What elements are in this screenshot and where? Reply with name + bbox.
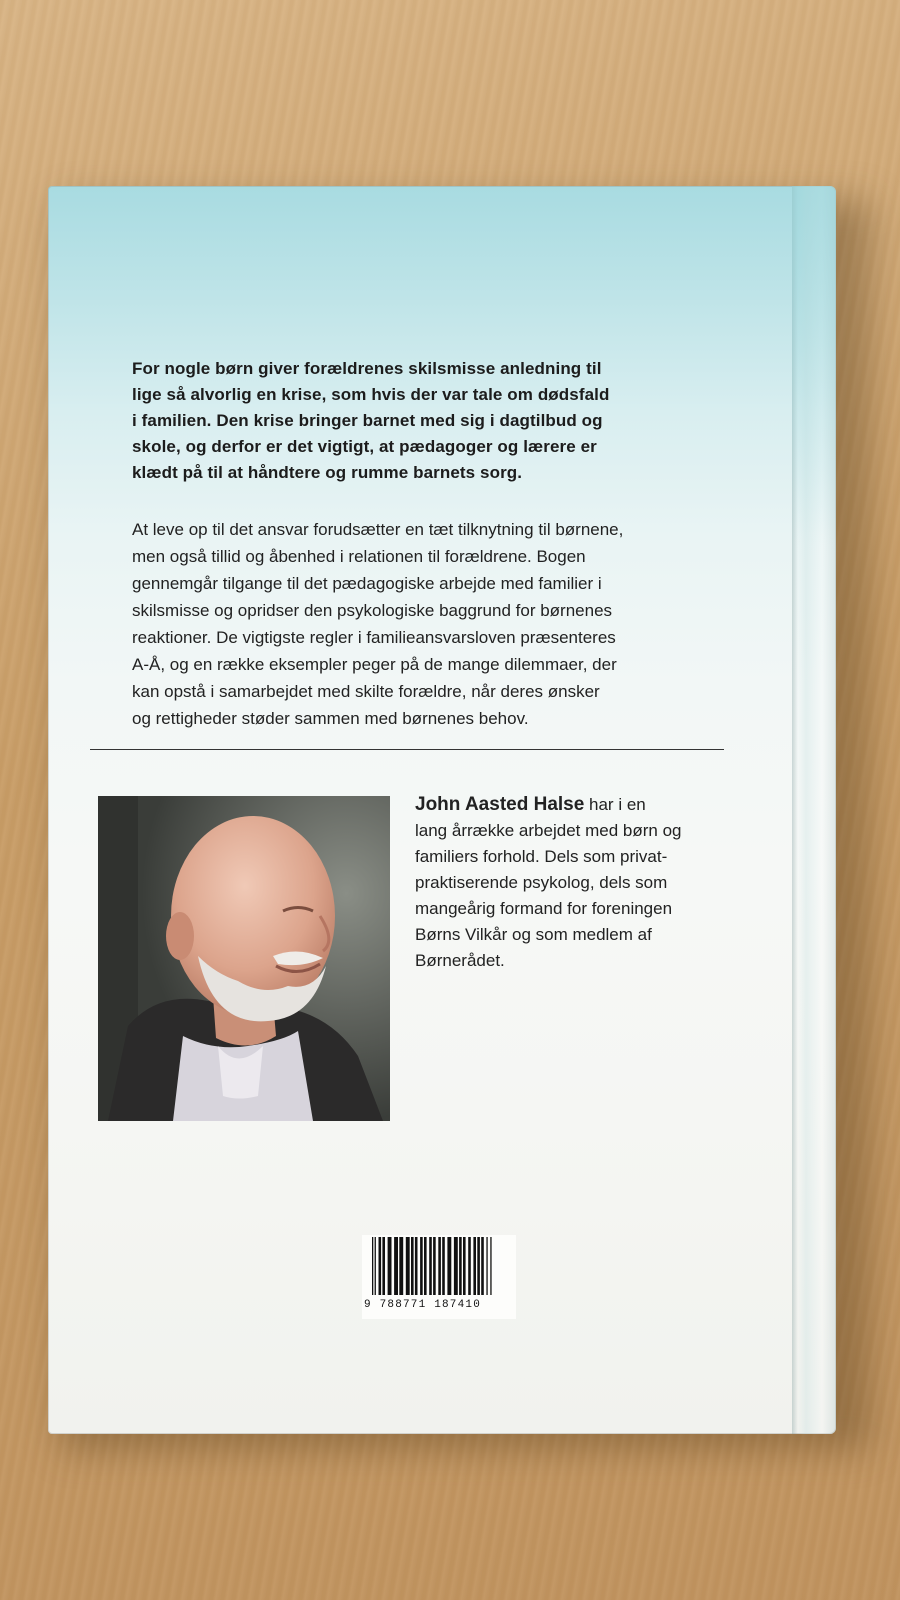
barcode-bar bbox=[411, 1237, 414, 1295]
isbn-barcode bbox=[362, 1235, 516, 1319]
blurb-body-paragraph bbox=[132, 516, 772, 732]
barcode-bar bbox=[424, 1237, 427, 1295]
blurb-lead-line: For nogle børn giver forældrenes skilsmisse anledning til bbox=[132, 359, 602, 378]
isbn-number: 9 788771 187410 bbox=[364, 1299, 482, 1311]
blurb-lead-paragraph bbox=[132, 356, 742, 486]
blurb-lead-line: skole, og derfor er det vigtigt, at pædagoger og lærere er bbox=[132, 437, 597, 456]
barcode-bar bbox=[468, 1237, 471, 1295]
divider-rule bbox=[90, 749, 724, 750]
book-back-cover bbox=[48, 186, 836, 1434]
barcode-bar bbox=[486, 1237, 487, 1295]
barcode-bar bbox=[415, 1237, 418, 1295]
barcode-bar bbox=[394, 1237, 398, 1295]
barcode-bar bbox=[447, 1237, 451, 1295]
barcode-bar bbox=[459, 1237, 462, 1295]
author-photo bbox=[98, 796, 390, 1121]
barcode-bar bbox=[375, 1237, 376, 1295]
barcode-bar bbox=[379, 1237, 382, 1295]
blurb-body-line: men også tillid og åbenhed i relationen til forældrene. Bogen bbox=[132, 547, 586, 566]
barcode-bar bbox=[433, 1237, 436, 1295]
blurb-body-line: A-Å, og en række eksempler peger på de mange dilemmaer, der bbox=[132, 655, 617, 674]
barcode-bar bbox=[429, 1237, 432, 1295]
blurb-body-line: reaktioner. De vigtigste regler i familieansvarsloven præsenteres bbox=[132, 628, 616, 647]
barcode-bar bbox=[454, 1237, 458, 1295]
blurb-body-line: kan opstå i samarbejdet med skilte forældre, når deres ønsker bbox=[132, 682, 600, 701]
author-portrait-illustration bbox=[98, 796, 390, 1121]
barcode-bars bbox=[362, 1235, 516, 1297]
book-spine-tint bbox=[792, 186, 836, 546]
author-bio-line: har i en bbox=[584, 795, 646, 814]
barcode-bar bbox=[388, 1237, 392, 1295]
barcode-bar bbox=[399, 1237, 403, 1295]
author-bio-line: Børnerådet. bbox=[415, 951, 505, 970]
author-bio-line: Børns Vilkår og som medlem af bbox=[415, 925, 652, 944]
barcode-bar bbox=[372, 1237, 373, 1295]
author-bio-line: mangeårig formand for foreningen bbox=[415, 899, 673, 918]
blurb-body-line: skilsmisse og opridser den psykologiske baggrund for børnenes bbox=[132, 601, 613, 620]
barcode-bar bbox=[442, 1237, 445, 1295]
blurb-lead-line: i familien. Den krise bringer barnet med sig i dagtilbud og bbox=[132, 411, 603, 430]
blurb-body-line: At leve op til det ansvar forudsætter en tæt tilknytning til børnene, bbox=[132, 520, 624, 539]
barcode-bar bbox=[473, 1237, 476, 1295]
barcode-bar bbox=[490, 1237, 491, 1295]
barcode-bar bbox=[382, 1237, 385, 1295]
author-bio-line: praktiserende psykolog, dels som bbox=[415, 873, 668, 892]
barcode-bar bbox=[438, 1237, 441, 1295]
blurb-body-line: gennemgår tilgange til det pædagogiske arbejde med familier i bbox=[132, 574, 602, 593]
barcode-bar bbox=[406, 1237, 410, 1295]
blurb-lead-line: klædt på til at håndtere og rumme barnets sorg. bbox=[132, 463, 523, 482]
barcode-bar bbox=[463, 1237, 466, 1295]
barcode-bar bbox=[477, 1237, 480, 1295]
blurb-body-line: og rettigheder støder sammen med børnenes behov. bbox=[132, 709, 529, 728]
barcode-bar bbox=[420, 1237, 423, 1295]
author-bio-line: familiers forhold. Dels som privat- bbox=[415, 847, 668, 866]
blurb-lead-line: lige så alvorlig en krise, som hvis der var tale om dødsfald bbox=[132, 385, 610, 404]
author-bio bbox=[415, 792, 785, 974]
barcode-bar bbox=[481, 1237, 484, 1295]
author-name: John Aasted Halse bbox=[415, 794, 585, 815]
author-bio-line: lang årrække arbejdet med børn og bbox=[415, 821, 682, 840]
